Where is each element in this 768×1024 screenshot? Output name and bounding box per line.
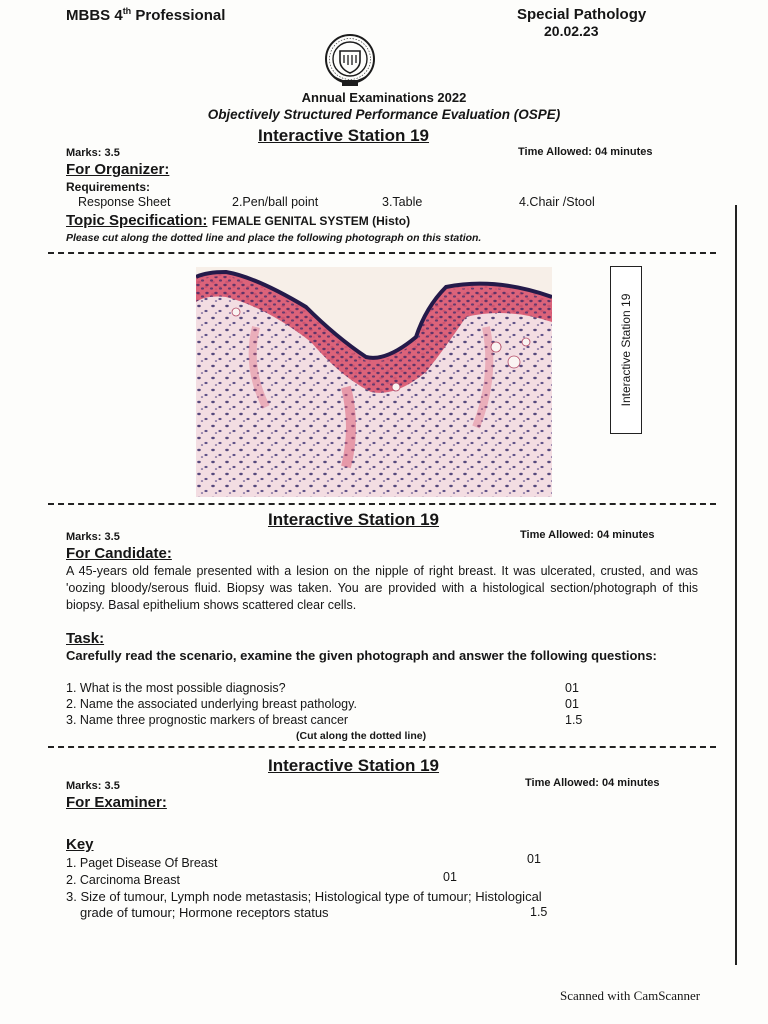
requirement-item: Response Sheet [78,195,171,209]
page-margin-rule [735,205,737,965]
answer-marks: 01 [527,852,541,866]
cut-instruction: Please cut along the dotted line and place the following photograph on this station. [66,232,482,244]
organizer-heading: For Organizer: [66,161,170,178]
topic-value: FEMALE GENITAL SYSTEM (Histo) [211,214,411,228]
photo-station-label-text: Interactive Station 19 [619,293,633,407]
cut-note: (Cut along the dotted line) [296,730,427,742]
candidate-time: Time Allowed: 04 minutes [520,529,655,541]
photo-station-label [610,266,642,434]
program-rest: Professional [131,7,226,24]
question-marks: 01 [565,681,579,695]
question-item: 1. What is the most possible diagnosis? [66,681,286,695]
answer-marks: 01 [443,870,457,884]
examiner-heading: For Examiner: [66,794,167,811]
program-sup: th [122,6,132,16]
program-text: MBBS 4 [66,7,123,24]
requirements-label: Requirements: [66,180,151,194]
clinical-scenario: A 45-years old female presented with a lesion on the nipple of right breast. It was ulcerated, crusted, and was 'oozing bloody/serous fluid. Biopsy was taken. You are provided with a histological section/photograph of this biopsy. Basal epithelium shows scattered clear cells. [66,564,698,612]
cut-line [48,503,716,505]
question-item: 2. Name the associated underlying breast pathology. [66,697,357,711]
answer-item: 3. Size of tumour, Lymph node metastasis; Histological type of tumour; Histological [66,889,542,904]
key-heading: Key [66,836,94,853]
organizer-time: Time Allowed: 04 minutes [518,146,653,158]
cut-line [48,746,716,748]
question-marks: 01 [565,697,579,711]
organizer-station-title: Interactive Station 19 [258,126,430,145]
topic-specification [66,212,410,230]
program-label [66,6,225,24]
candidate-station-title: Interactive Station 19 [268,510,440,529]
examiner-time: Time Allowed: 04 minutes [525,777,660,789]
answer-marks: 1.5 [530,905,548,919]
organizer-marks: Marks: 3.5 [66,147,120,159]
candidate-heading: For Candidate: [66,545,172,562]
requirement-item: 4.Chair /Stool [519,195,595,209]
scanner-watermark: Scanned with CamScanner [560,988,701,1003]
histology-image [196,267,552,497]
cut-line [48,252,716,254]
answer-item: 2. Carcinoma Breast [66,873,180,887]
histology-photograph [196,267,552,497]
university-seal-icon [320,33,380,89]
exam-date: 20.02.23 [544,23,599,39]
answer-item: grade of tumour; Hormone receptors status [80,905,329,920]
topic-label: Topic Specification: [66,212,208,229]
ospe-title: Objectively Structured Performance Evaluation (OSPE) [207,107,561,122]
examiner-station-title: Interactive Station 19 [268,756,440,775]
candidate-marks: Marks: 3.5 [66,531,120,543]
answer-item: 1. Paget Disease Of Breast [66,856,218,870]
subject-title: Special Pathology [517,6,647,23]
question-item: 3. Name three prognostic markers of breast cancer [66,713,349,727]
annual-exam-title: Annual Examinations 2022 [301,90,467,105]
examiner-marks: Marks: 3.5 [66,780,120,792]
requirement-item: 2.Pen/ball point [232,195,319,209]
task-instructions: Carefully read the scenario, examine the given photograph and answer the following questions: [66,648,657,663]
task-heading: Task: [66,630,105,647]
question-marks: 1.5 [565,713,583,727]
requirement-item: 3.Table [382,195,423,209]
